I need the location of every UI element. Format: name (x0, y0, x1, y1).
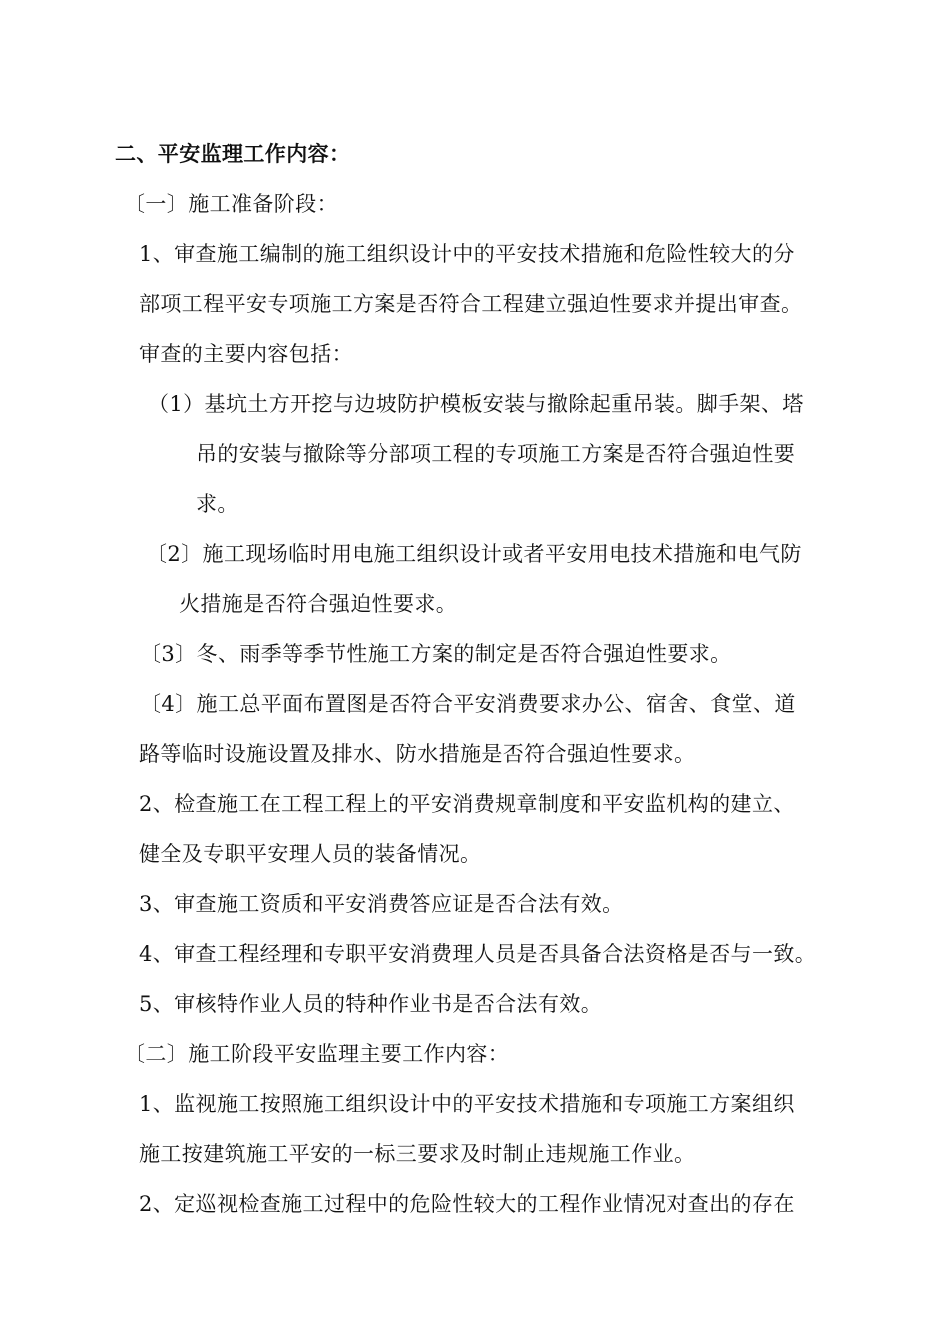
paragraph-line: 施工按建筑施工平安的一标三要求及时制止违规施工作业。 (139, 1142, 696, 1166)
paragraph-line: 2、定巡视检查施工过程中的危险性较大的工程作业情况对查出的存在 (139, 1192, 795, 1216)
list-item-line: 路等临时设施设置及排水、防水措施是否符合强迫性要求。 (139, 742, 696, 766)
subsection-title: 〔一〕施工准备阶段： (124, 192, 338, 216)
list-item-line: 〔4〕施工总平面布置图是否符合平安消费要求办公、宿舍、食堂、道 (140, 692, 796, 716)
paragraph-line: 4、审查工程经理和专职平安消费理人员是否具备合法资格是否与一致。 (139, 942, 817, 966)
list-item-line: 〔2〕施工现场临时用电施工组织设计或者平安用电技术措施和电气防 (146, 542, 802, 566)
paragraph-line: 审查的主要内容包括： (139, 342, 353, 366)
list-item-line: 〔3〕冬、雨季等季节性施工方案的制定是否符合强迫性要求。 (140, 642, 732, 666)
section-heading: 二、平安监理工作内容： (115, 141, 351, 166)
list-item-line: 吊的安装与撤除等分部项工程的专项施工方案是否符合强迫性要 (196, 442, 796, 466)
list-item-line: 求。 (196, 492, 239, 516)
paragraph-line: 健全及专职平安理人员的装备情况。 (139, 842, 482, 866)
paragraph-line: 部项工程平安专项施工方案是否符合工程建立强迫性要求并提出审查。 (139, 292, 803, 316)
list-item-line: （1）基坑土方开挖与边坡防护模板安装与撤除起重吊装。脚手架、塔 (148, 392, 804, 416)
paragraph-line: 1、监视施工按照施工组织设计中的平安技术措施和专项施工方案组织 (139, 1092, 795, 1116)
subsection-title: 〔二〕施工阶段平安监理主要工作内容： (124, 1042, 510, 1066)
list-item-line: 火措施是否符合强迫性要求。 (179, 592, 458, 616)
paragraph-line: 2、检查施工在工程工程上的平安消费规章制度和平安监机构的建立、 (139, 792, 795, 816)
paragraph-line: 5、审核特作业人员的特种作业书是否合法有效。 (139, 992, 603, 1016)
paragraph-line: 3、审查施工资质和平安消费答应证是否合法有效。 (139, 892, 624, 916)
paragraph-line: 1、审查施工编制的施工组织设计中的平安技术措施和危险性较大的分 (139, 242, 795, 266)
